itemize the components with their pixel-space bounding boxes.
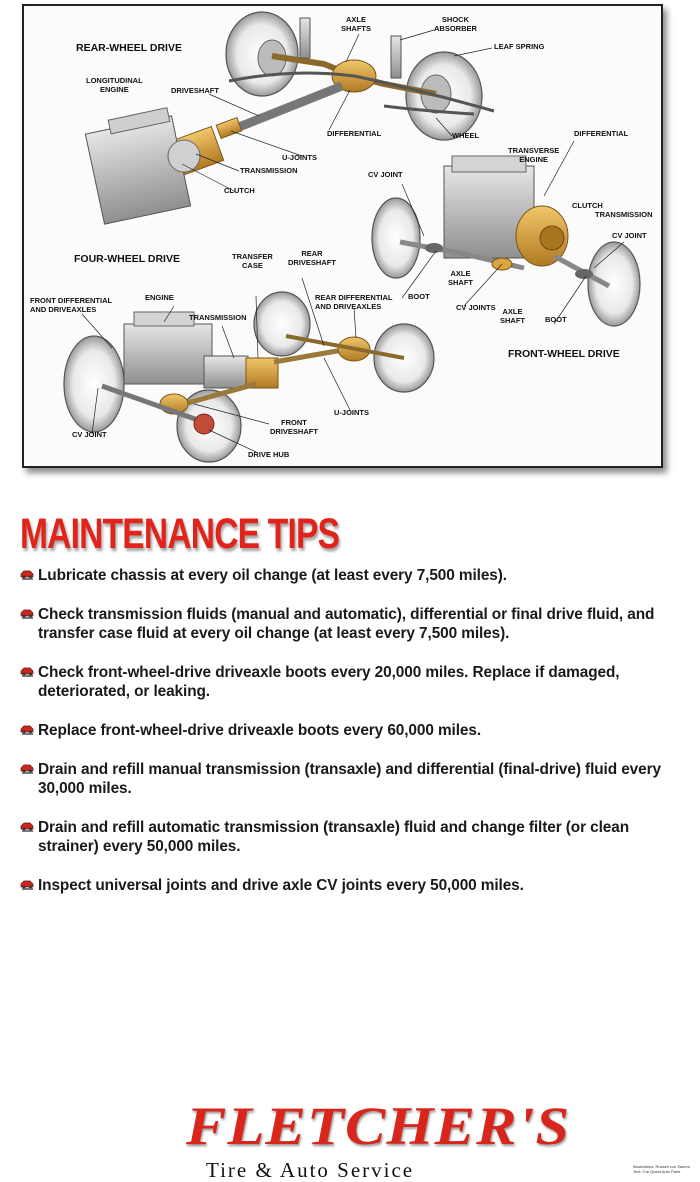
- label-u-joints-4wd: U-JOINTS: [334, 408, 370, 417]
- tip-text: Drain and refill manual transmission (transaxle) and differential (final-drive) fluid every 30,000 miles.: [38, 761, 661, 797]
- label-u-joints-rear: U-JOINTS: [282, 153, 318, 162]
- list-item: [20, 760, 682, 798]
- label-clutch-rear: CLUTCH: [224, 186, 255, 195]
- brand-logo-name: FLETCHER'S: [186, 1096, 571, 1156]
- front-wheel-drive-heading: FRONT-WHEEL DRIVE: [508, 348, 620, 360]
- label-front-differential-driveaxles: FRONT DIFFERENTIAL AND DRIVEAXLES: [30, 296, 113, 314]
- red-car-lift-icon: [20, 820, 36, 834]
- drivetrain-diagram: [22, 4, 663, 468]
- label-cv-joints-fwd: CV JOINTS: [456, 303, 496, 312]
- credit-text: Text: Car Quest Auto Parts: [633, 1168, 681, 1174]
- label-engine-4wd: ENGINE: [145, 293, 174, 302]
- label-differential-rear: DIFFERENTIAL: [327, 129, 382, 138]
- label-cv-joint-fwd-left: CV JOINT: [368, 170, 403, 179]
- label-clutch-fwd: CLUTCH: [572, 201, 603, 210]
- four-wheel-drive-illustration: [64, 292, 434, 462]
- label-axle-shafts: AXLE SHAFTS: [341, 15, 371, 33]
- label-driveshaft: DRIVESHAFT: [171, 86, 219, 95]
- label-transfer-case: TRANSFER CASE: [232, 252, 273, 270]
- tip-text: Check transmission fluids (manual and automatic), differential or final drive fluid, and transfer case fluid at every oil change (at least every 7,500 miles).: [38, 606, 655, 642]
- maintenance-tips-title: MAINTENANCE TIPS: [20, 510, 340, 558]
- label-front-driveshaft: FRONT DRIVESHAFT: [270, 418, 318, 436]
- red-car-lift-icon: [20, 607, 36, 621]
- label-rear-differential-driveaxles: REAR DIFFERENTIAL AND DRIVEAXLES: [315, 293, 393, 311]
- label-transmission-fwd: TRANSMISSION: [595, 210, 653, 219]
- tip-text: Check front-wheel-drive driveaxle boots every 20,000 miles. Replace if damaged, deteriorated, or leaking.: [38, 664, 620, 700]
- maintenance-tips-list: [20, 566, 682, 895]
- label-transmission-4wd: TRANSMISSION: [189, 313, 247, 322]
- label-leaf-spring: LEAF SPRING: [494, 42, 545, 51]
- label-shock-absorber: SHOCK ABSORBER: [434, 15, 477, 33]
- list-item: [20, 663, 682, 701]
- label-wheel: WHEEL: [452, 131, 480, 140]
- label-cv-joint-fwd-right: CV JOINT: [612, 231, 647, 240]
- label-boot-fwd-right: BOOT: [545, 315, 567, 324]
- label-differential-front: DIFFERENTIAL: [574, 129, 629, 138]
- tip-text: Replace front-wheel-drive driveaxle boots every 60,000 miles.: [38, 722, 481, 739]
- label-drive-hub: DRIVE HUB: [248, 450, 290, 459]
- brand-tagline: Tire & Auto Service: [206, 1158, 415, 1182]
- tip-text: Inspect universal joints and drive axle CV joints every 50,000 miles.: [38, 877, 524, 894]
- list-item: [20, 876, 682, 895]
- list-item: [20, 818, 682, 856]
- red-car-lift-icon: [20, 723, 36, 737]
- list-item: [20, 605, 682, 643]
- red-car-lift-icon: [20, 665, 36, 679]
- list-item: [20, 566, 682, 585]
- four-wheel-drive-heading: FOUR-WHEEL DRIVE: [74, 253, 180, 265]
- list-item: [20, 721, 682, 740]
- label-axle-shaft-fwd: AXLE SHAFT: [448, 269, 473, 287]
- label-boot-fwd-left: BOOT: [408, 292, 430, 301]
- label-transverse-engine: TRANSVERSE ENGINE: [508, 146, 560, 164]
- red-car-lift-icon: [20, 568, 36, 582]
- label-rear-driveshaft: REAR DRIVESHAFT: [288, 249, 336, 267]
- label-transmission-rear: TRANSMISSION: [240, 166, 298, 175]
- label-axle-shaft-fwd-2: AXLE SHAFT: [500, 307, 525, 325]
- tip-text: Lubricate chassis at every oil change (at least every 7,500 miles).: [38, 567, 507, 584]
- rear-wheel-drive-heading: REAR-WHEEL DRIVE: [76, 42, 182, 54]
- credit-illustrations: Illustrations: Russell von Sauers: [633, 1164, 690, 1169]
- tip-text: Drain and refill automatic transmission (transaxle) fluid and change filter (or clean strainer) every 50,000 miles.: [38, 819, 630, 855]
- credits: [633, 1165, 690, 1174]
- red-car-lift-icon: [20, 878, 36, 892]
- label-cv-joint-4wd: CV JOINT: [72, 430, 107, 439]
- red-car-lift-icon: [20, 762, 36, 776]
- label-longitudinal-engine: LONGITUDINAL ENGINE: [86, 76, 143, 94]
